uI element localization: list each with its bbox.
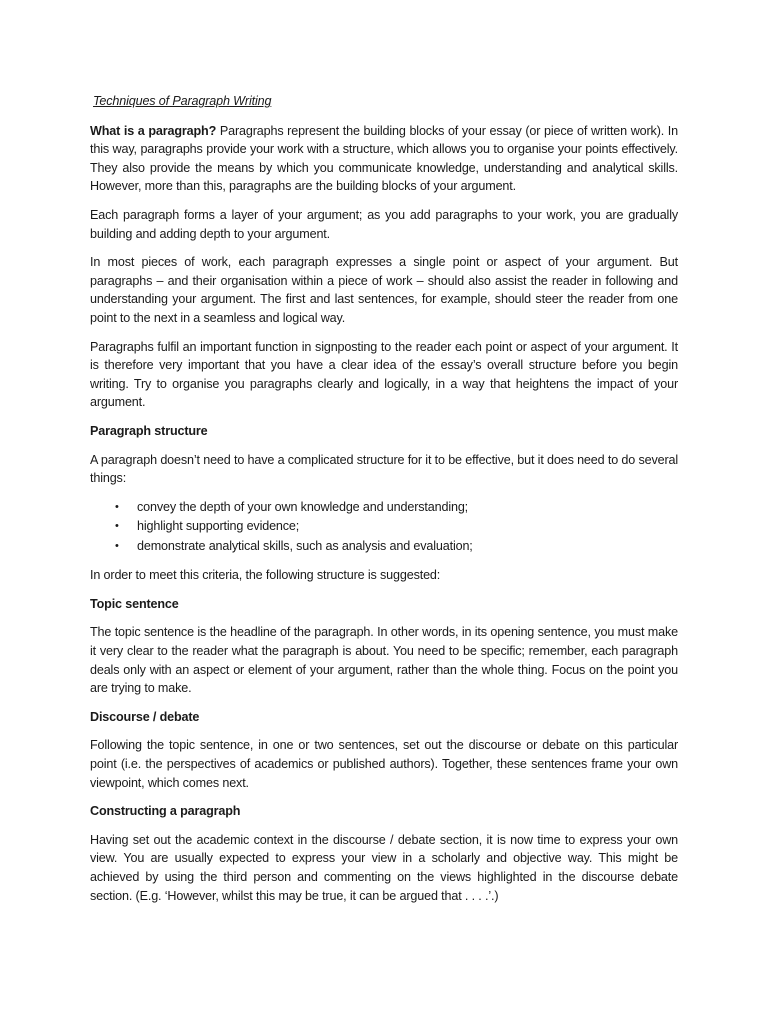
heading-constructing-paragraph: Constructing a paragraph [90, 804, 241, 819]
heading-topic-sentence: Topic sentence [90, 596, 179, 611]
bullet-item [115, 517, 678, 537]
bullet-text: demonstrate analytical skills, such as analysis and evaluation; [137, 538, 473, 553]
heading-discourse-debate: Discourse / debate [90, 709, 200, 724]
bullet-icon: • [115, 539, 119, 552]
bullet-item [115, 498, 678, 518]
intro-text: Paragraphs represent the building blocks of your essay (or piece of written work). In this way, paragraphs provide your work with a structure, which allows you to organise your points effectively. They also provide the means by which you communicate knowledge, understanding and analytical skills. However, more than this, paragraphs are the building blocks of your argument. [90, 123, 679, 194]
bullet-icon: • [115, 500, 119, 513]
bullet-text: highlight supporting evidence; [137, 519, 300, 534]
paragraph-topic-sentence: The topic sentence is the headline of the paragraph. In other words, in its opening sentence, you must make it very clear to the reader what the paragraph is about. You need to be specific; remember, each paragraph deals only with an aspect or element of your argument, rather than the whole thing. Focus on the point you are trying to make. [90, 625, 678, 696]
paragraph-structure-text: A paragraph doesn’t need to have a complicated structure for it to be effective, but it does need to do several things: [90, 452, 678, 486]
intro-lead: What is a paragraph? [90, 123, 217, 138]
document-page [90, 92, 678, 915]
bullet-text: convey the depth of your own knowledge and understanding; [137, 499, 469, 514]
paragraph-criteria: In order to meet this criteria, the following structure is suggested: [90, 568, 441, 583]
paragraph-signposting: Paragraphs fulfil an important function in signposting to the reader each point or aspect of your argument. It is therefore very important that you have a clear idea of the essay’s overall structure before you begin writing. Try to organise you paragraphs clearly and logically, in a way that heightens the impact of your argument. [90, 339, 678, 410]
bullet-item [115, 537, 678, 557]
paragraph-single-point: In most pieces of work, each paragraph expresses a single point or aspect of your argument. But paragraphs – and their organisation within a piece of work – should also assist the reader in following and understanding your argument. The first and last sentences, for example, should steer the reader from one point to the next in a seamless and logical way. [90, 255, 678, 325]
bullet-list [90, 498, 678, 557]
paragraph-layers: Each paragraph forms a layer of your argument; as you add paragraphs to your work, you are gradually building and adding depth to your argument. [90, 207, 678, 241]
document-title: Techniques of Paragraph Writing [93, 94, 272, 108]
heading-paragraph-structure: Paragraph structure [90, 423, 208, 438]
paragraph-constructing: Having set out the academic context in the discourse / debate section, it is now time to express your own view. You are usually expected to express your view in a scholarly and objective way. This might be achieved by using the third person and commenting on the views highlighted in the discourse debate section. (E.g. ‘However, whilst this may be true, it can be argued that . . . .’.) [90, 832, 678, 903]
paragraph-discourse: Following the topic sentence, in one or two sentences, set out the discourse or debate on this particular point (i.e. the perspectives of academics or published authors). Together, these sentences frame your own viewpoint, which comes next. [90, 738, 678, 790]
intro-paragraph [90, 122, 678, 196]
bullet-icon: • [115, 520, 119, 533]
